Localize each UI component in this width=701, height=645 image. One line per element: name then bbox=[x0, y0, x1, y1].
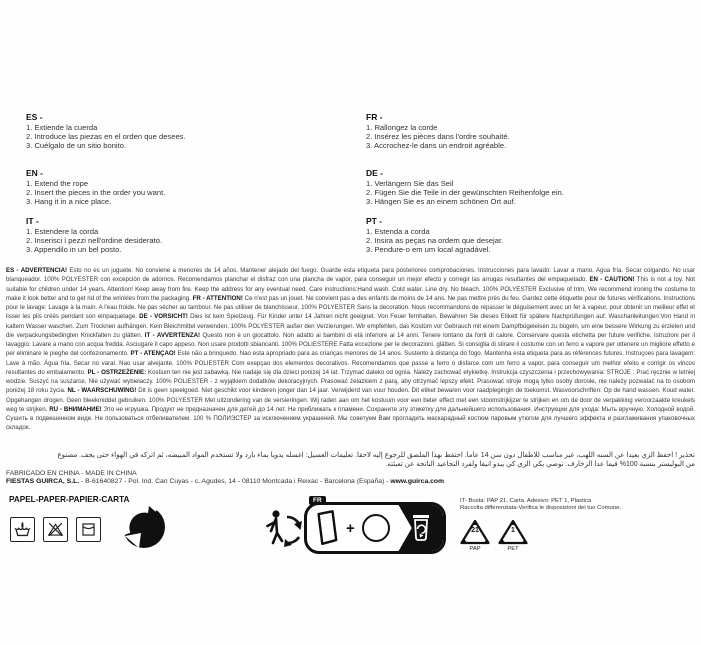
warning-label-it: IT - AVVERTENZA! bbox=[144, 331, 201, 339]
recycle-code-pap-label: PAP bbox=[469, 546, 481, 552]
step: 1. Extend the rope bbox=[26, 179, 89, 188]
fr-sorting-info-box bbox=[304, 502, 446, 554]
step: 3. Hang it in a nice place. bbox=[26, 197, 112, 207]
warning-text-pt: Este não a brinquedo. Nao esta apropriado para as crianças menores de 14 anos. Sustento à distança do fogo. Mantenha esta etiqueta para as références futures. Instruçoes para lavagem: Lave à mão. Água fria. Secar no varal. Nao usar alvejante. 100% POLIESTER Com exepçao dos elementos decorativos. Recomendamos que passe a ferro o disfarce com um ferro a vapor, para conseguir um melhor efeito e corrigir os vincos resultantes do embalamento. bbox=[6, 350, 695, 376]
warning-text-it: Questo non è un giocattolo. Non adatto ai bambini di età inferiore ai 14 anni. Tenere lontano da fonti di calore. Conservare questa etichetta per future verifiche. Istruzioni per il lavaggio: Lavare a mano con acqua fredda. Asciugare il capo appeso. Non usare prodotti sbiancanti. 100% POLIESTERE Fatta eccezione per le decorazioni. glätten. Si consiglia di stirare il costume con un ferro a vapore per ottenere un migliore effetto e per eliminare le pieghe del confezionamento. bbox=[6, 331, 696, 358]
warning-arabic bbox=[6, 452, 695, 470]
warning-arabic-line2: من البوليستر بنسبة 100% فيما عدا الزخارف. نوصي بكي الزي كي يبدو انيقا ولفرد التجاعيد الناتجة عن تعبئته. bbox=[385, 460, 695, 468]
step: 3. Accrochez-le dans un endroit agréable. bbox=[366, 141, 507, 151]
step: 3. Hängen Sie es an einem schönen Ort auf. bbox=[366, 197, 516, 207]
company-address: - B-61640827 - Pol. Ind. Can Cuyas - c. Agudes, 14 - 08110 Montcada i Reixac - Barcelona (España) - bbox=[79, 478, 391, 485]
warning-label-es: ES - ADVERTENCIA! bbox=[6, 267, 68, 274]
warning-label-nl: NL - WAARSCHUWING! bbox=[67, 387, 137, 395]
step: 2. Insert the pieces in the order you want. bbox=[26, 188, 166, 198]
recycle-code-pap-number: 21 bbox=[471, 527, 479, 534]
warning-text-nl: Dit is geen speelgoed. Niet geschikt voor kinderen jonger dan 14 jaar. Verwijderd van vuur houden. Dit etiket bewaren voor raadplegingin de toekomst. Wasvoorschriften: Op de hand wassen. Koud water. Opgehangen drogen. Geen bleekmiddel gebruiken. 100% POLYESTER Met uitzondering van de versieringen. Wij raden aan om het kostuum voor een beter effect met een stoomstrijkijzer te strijken en om de door de verpakking veroorzaakte kreukels weg te strijken. bbox=[6, 387, 695, 413]
instructions-block-es bbox=[26, 112, 356, 151]
paper-material-title: PAPEL-PAPER-PAPIER-CARTA bbox=[9, 495, 130, 504]
recycle-code-pet bbox=[497, 519, 529, 552]
recycle-code-pet-label: PET bbox=[507, 546, 519, 552]
warning-text-de: Dies ist kein Spielzeug. Für Kinder unter 14 Jahren nicht geeignet. Von Feuer fernhalten. Bewahren Sie dieses Etikett für spätere Nachprüfungen auf. Waschanleitungen:Von Hand in kaltem Wasser waschen. Zum Trocknen aufhängen. Kein Bleichmittel verwenden. 100% POLYESTER außer den Verzierungen. Wir empfehlen, das Kostüm vor Gebrauch mit einem Dampfbügeleisen zu bügeln, um eine bessere Wirkung zu erzielen und die verpackungsbedingten Knickfalten zu glätten. bbox=[6, 313, 695, 339]
warning-label-pl: PL - OSTRZEŻENIE: bbox=[87, 368, 147, 376]
company-website: www.guirca.com bbox=[390, 478, 445, 485]
paper-sheet-icon bbox=[313, 509, 339, 547]
hand-wash-icon bbox=[10, 517, 35, 542]
company-line bbox=[6, 478, 444, 485]
warning-text-es: Esto no es un juguete. No conviene a menores de 14 años. Mantener alejado del fuego. Guarde esta etiqueta para posteriores comprobaciones. Instrucciones para lavado: Lavar a mano. Agua fría. Secar colgando. No usar blanqueador. 100% POLYESTER con excepción de adornos. Recomendamos planchar el disfraz con una plancha de vapor, para conseguir un mejor efecto y corregir las arrugas resultantes del empaquetado. bbox=[6, 267, 695, 284]
care-symbols-row bbox=[10, 517, 101, 542]
recycle-triangle-pap-icon bbox=[459, 519, 491, 545]
warning-text-en: This is not a toy. Not suitable for children under 14 years. Attention! Keep away from fire. Keep the address for any eventual need. Care instructions:Hand wash. Cold water. Line dry. No bleach. 100% POLYESTER Exclusive of trim. We recommend ironing the costume to make it look better and to get rid of the wrinkles from the packaging. bbox=[6, 276, 696, 302]
recycle-code-pet-number: 1 bbox=[511, 527, 515, 534]
warning-text-ru: Это не игрушка. Продукт не предназначен для детей до 14 лет. Не приближать к пламени. Сохраните эту этикетку для дальнейшего использования. Инструкции для ухода: Мыть вручную. Холодной водой. Сушить в подвешенном виде. Не пользоваться отбеливателем. 100 % ПОЛИЭСТЕР за исключением украшений. Мы советуем Вам прогладить маскарадный костюм паровым утюгом для лучшего эффекта и разглаживания упаковочных складок. bbox=[6, 405, 695, 432]
step: 1. Verlängern Sie das Seil bbox=[366, 179, 454, 188]
lang-title-de: DE - bbox=[366, 168, 383, 178]
lang-title-pt: PT - bbox=[366, 216, 383, 226]
warning-label-de: DE - VORSICHT! bbox=[139, 313, 188, 321]
warning-label-ru: RU - ВНИМАНИЕ! bbox=[49, 405, 102, 413]
step: 1. Extiende la cuerda bbox=[26, 123, 98, 132]
do-not-bleach-icon bbox=[43, 517, 68, 542]
step: 2. Inserisci i pezzi nell'ordine desiderato. bbox=[26, 236, 163, 246]
warning-text-fr: Ce n'est pas un jouet. Ne convient pas a des enfants de moins de 14 ans. Ne pas mettre près du feu. Gardez cette étiquette pour de futures vérifications. Instructions pour le lavage: Lavage à la main. A l'eau froide. Ne pas sécher au tambour. Ne pas utiliser de blanchisseur. 100% POLYESTER Sans la decoration. Nous recommandons de repasser le déguisement avec un fer à vapeur, pour obtenir un meilleur effet et lisser les plis créés pendant son empaquetage. bbox=[6, 294, 695, 321]
step: 2. Fügen Sie die Teile in der gewünschten Reihenfolge ein. bbox=[366, 188, 564, 198]
instructions-block-pt bbox=[366, 216, 696, 255]
drip-dry-icon bbox=[76, 517, 101, 542]
instructions-block-fr bbox=[366, 112, 696, 151]
warning-arabic-line1: تحذير ! احفظ الزي بعيدا عن السنه اللهب، غير مناسب للاطفال دون سن 14 عاما. احتفظ بهذا الملصق للرجوع إليه لاحقا. تعليمات الغسيل: اغسله يدويا بماء بارد ولا تستخدم المواد المبيضه، ثم اتركه في الهواء حتى يجف. مصنوع bbox=[57, 452, 695, 459]
step: 2. Insira as peças na ordem que desejar. bbox=[366, 236, 504, 246]
instructions-block-en bbox=[26, 168, 356, 207]
step: 1. Estendere la corda bbox=[26, 227, 99, 236]
step: 2. Insérez les pièces dans l'ordre souhaité. bbox=[366, 132, 510, 142]
plus-sign: + bbox=[346, 519, 355, 537]
it-disposal-line1: IT- Busta: PAP 21, Carta. Adesivo: PET 1, Plastica bbox=[460, 498, 592, 504]
lang-title-fr: FR - bbox=[366, 112, 383, 122]
recycle-code-pap bbox=[459, 519, 491, 552]
instructions-block-it bbox=[26, 216, 356, 255]
lang-title-it: IT - bbox=[26, 216, 39, 226]
warnings-paragraph bbox=[6, 266, 695, 433]
step: 1. Rallongez la corde bbox=[366, 123, 438, 132]
it-disposal-note bbox=[460, 498, 621, 513]
fr-sorting-items bbox=[313, 505, 390, 551]
green-dot-icon bbox=[122, 505, 166, 549]
lang-title-es: ES - bbox=[26, 112, 43, 122]
step: 2. Introduce las piezas en el orden que desees. bbox=[26, 132, 186, 142]
step: 3. Cuélgalo de un sitio bonito. bbox=[26, 141, 127, 151]
lang-title-en: EN - bbox=[26, 168, 43, 178]
step: 3. Appendilo in un bel posto. bbox=[26, 245, 122, 255]
it-disposal-line2: Raccolta differenziata-Verifica le disposizioni del tuo Comune. bbox=[460, 505, 621, 512]
company-name: FIESTAS GUIRCA, S.L. bbox=[6, 478, 80, 485]
warning-label-en: EN - CAUTION! bbox=[589, 276, 635, 284]
instructions-block-de bbox=[366, 168, 696, 207]
made-in-line: FABRICADO EN CHINA - MADE IN CHINA bbox=[6, 470, 137, 477]
recycle-triangle-pet-icon bbox=[497, 519, 529, 545]
step: 3. Pendure-o em um local agradável. bbox=[366, 245, 491, 255]
warning-text-pl: Kostium ten nie jest zabawką. Nie nadaje się dla dzieci poniżej 14 lat. Trzymać daleko od ognia. Należy zachować etykietkę. Instrukcja czyszczenia i przechowywania: STROJE : Prać ręcznie w letniej wodzie. Suszyć na suszarce, Nie używać wybielaczy. 100% POLIESTER - z wyjątkiem dodatków dekoracyjnych. Prasować żelazkiem z parą, aby otrzymać lepszy efekt. Prasować stroje mogą tylko osoby dorosłe, nie należy pozwalać na to osobom poniżej 18 roku życia. bbox=[6, 368, 696, 395]
triman-icon bbox=[263, 507, 305, 547]
recycling-bin-icon bbox=[409, 513, 433, 543]
warning-label-pt: PT - ATENÇAO! bbox=[130, 350, 176, 358]
sorting-bin-panel bbox=[398, 504, 444, 552]
sticker-circle-icon bbox=[362, 514, 390, 542]
warning-label-fr: FR - ATTENTION! bbox=[192, 294, 243, 302]
step: 1. Estenda a corda bbox=[366, 227, 430, 236]
fr-tab-label: FR bbox=[309, 496, 326, 505]
